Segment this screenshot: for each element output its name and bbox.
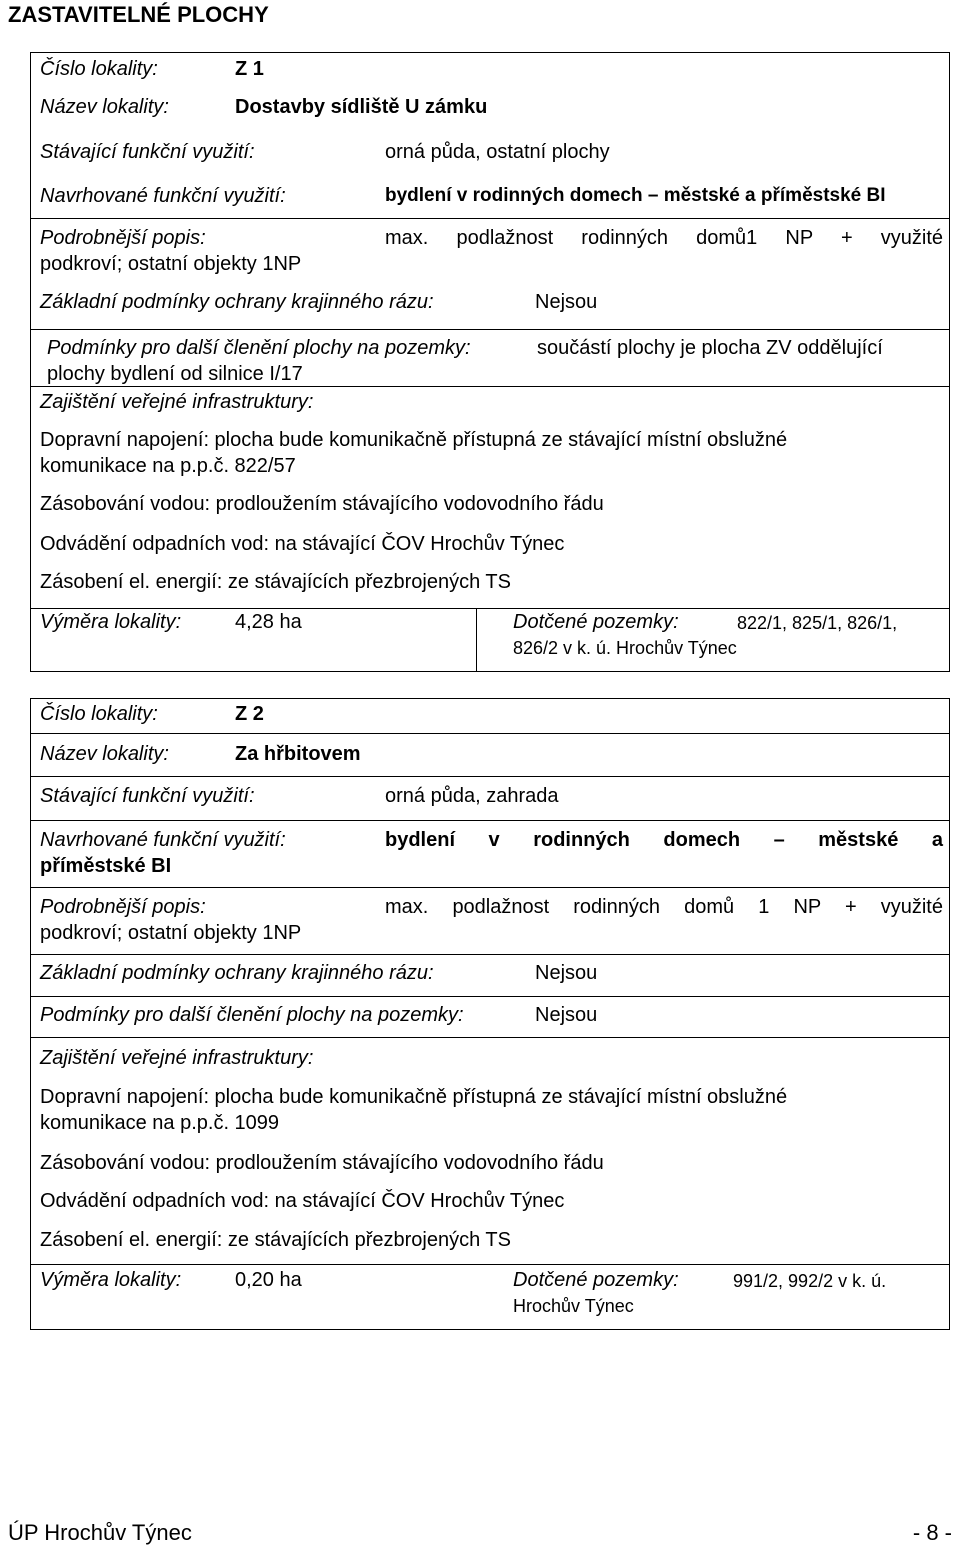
subdivision-label: Podmínky pro další členění plochy na pozemky: [47,337,471,359]
landscape-protection-value: Nejsou [535,962,598,984]
current-use-value: orná půda, zahrada [385,785,559,807]
divider [31,1037,949,1038]
affected-parcels-label: Dotčené pozemky: [513,1269,679,1291]
electricity-supply: Zásobení el. energií: ze stávajících přezbrojených TS [40,571,511,593]
area-label: Výměra lokality: [40,611,182,633]
infrastructure-label: Zajištění veřejné infrastruktury: [40,391,314,413]
subdivision-label: Podmínky pro další členění plochy na pozemky: [40,1004,464,1026]
detail-description-value: max. podlažnost rodinných domů1 NP + využité [385,227,943,249]
proposed-use-label: Navrhované funkční využití: [40,829,286,851]
landscape-protection-label: Základní podmínky ochrany krajinného rázu: [40,291,434,313]
proposed-use-continued: příměstské BI [40,855,172,877]
subdivision-continued: plochy bydlení od silnice I/17 [47,363,303,385]
divider [31,386,949,387]
landscape-protection-label: Základní podmínky ochrany krajinného rázu: [40,962,434,984]
affected-parcels-value: 991/2, 992/2 v k. ú. [733,1271,887,1291]
locality-number-label: Číslo lokality: [40,58,158,80]
detail-description-label: Podrobnější popis: [40,227,206,249]
water-supply: Zásobování vodou: prodloužením stávajícího vodovodního řádu [40,493,604,515]
divider [31,776,949,777]
locality-number-value: Z 1 [235,58,264,80]
locality-card-z1 [30,52,950,672]
locality-name-value: Dostavby sídliště U zámku [235,96,488,118]
divider [31,1264,949,1265]
locality-name-label: Název lokality: [40,96,169,118]
affected-parcels-label: Dotčené pozemky: [513,611,679,633]
detail-description-continued: podkroví; ostatní objekty 1NP [40,253,302,275]
transport-connection-continued: komunikace na p.p.č. 1099 [40,1112,280,1134]
landscape-protection-value: Nejsou [535,291,598,313]
locality-name-label: Název lokality: [40,743,169,765]
affected-parcels-value: 822/1, 825/1, 826/1, [737,613,898,633]
area-value: 4,28 ha [235,611,302,633]
sewage-disposal: Odvádění odpadních vod: na stávající ČOV Hrochův Týnec [40,533,565,555]
infrastructure-label: Zajištění veřejné infrastruktury: [40,1047,314,1069]
divider [31,996,949,997]
detail-description-label: Podrobnější popis: [40,896,206,918]
locality-card-z2 [30,698,950,1330]
transport-connection: Dopravní napojení: plocha bude komunikačně přístupná ze stávající místní obslužné [40,1086,788,1108]
subdivision-value: Nejsou [535,1004,598,1026]
affected-parcels-continued: Hrochův Týnec [513,1296,634,1316]
current-use-label: Stávající funkční využití: [40,785,255,807]
proposed-use-value: bydlení v rodinných domech – městské a [385,829,943,851]
water-supply: Zásobování vodou: prodloužením stávajícího vodovodního řádu [40,1152,604,1174]
footer-page-number: - 8 - [912,1520,952,1545]
area-label: Výměra lokality: [40,1269,182,1291]
transport-connection: Dopravní napojení: plocha bude komunikačně přístupná ze stávající místní obslužné [40,429,788,451]
footer-document-title: ÚP Hrochův Týnec [8,1520,192,1545]
locality-name-value: Za hřbitovem [235,743,361,765]
electricity-supply: Zásobení el. energií: ze stávajících přezbrojených TS [40,1229,511,1251]
current-use-label: Stávající funkční využití: [40,141,255,163]
divider [31,218,949,219]
transport-connection-continued: komunikace na p.p.č. 822/57 [40,455,296,477]
divider [31,820,949,821]
detail-description-value: max. podlažnost rodinných domů 1 NP + využité [385,896,943,918]
affected-parcels-continued: 826/2 v k. ú. Hrochův Týnec [513,638,737,658]
proposed-use-value: bydlení v rodinných domech – městské a příměstské BI [385,185,886,206]
divider [31,329,949,330]
divider [31,887,949,888]
section-heading: ZASTAVITELNÉ PLOCHY [8,2,269,27]
divider [31,733,949,734]
locality-number-label: Číslo lokality: [40,703,158,725]
current-use-value: orná půda, ostatní plochy [385,141,610,163]
divider [476,608,477,672]
detail-description-continued: podkroví; ostatní objekty 1NP [40,922,302,944]
locality-number-value: Z 2 [235,703,264,725]
proposed-use-label: Navrhované funkční využití: [40,185,286,207]
area-value: 0,20 ha [235,1269,302,1291]
divider [31,954,949,955]
sewage-disposal: Odvádění odpadních vod: na stávající ČOV Hrochův Týnec [40,1190,565,1212]
subdivision-value: součástí plochy je plocha ZV oddělující [537,337,883,359]
